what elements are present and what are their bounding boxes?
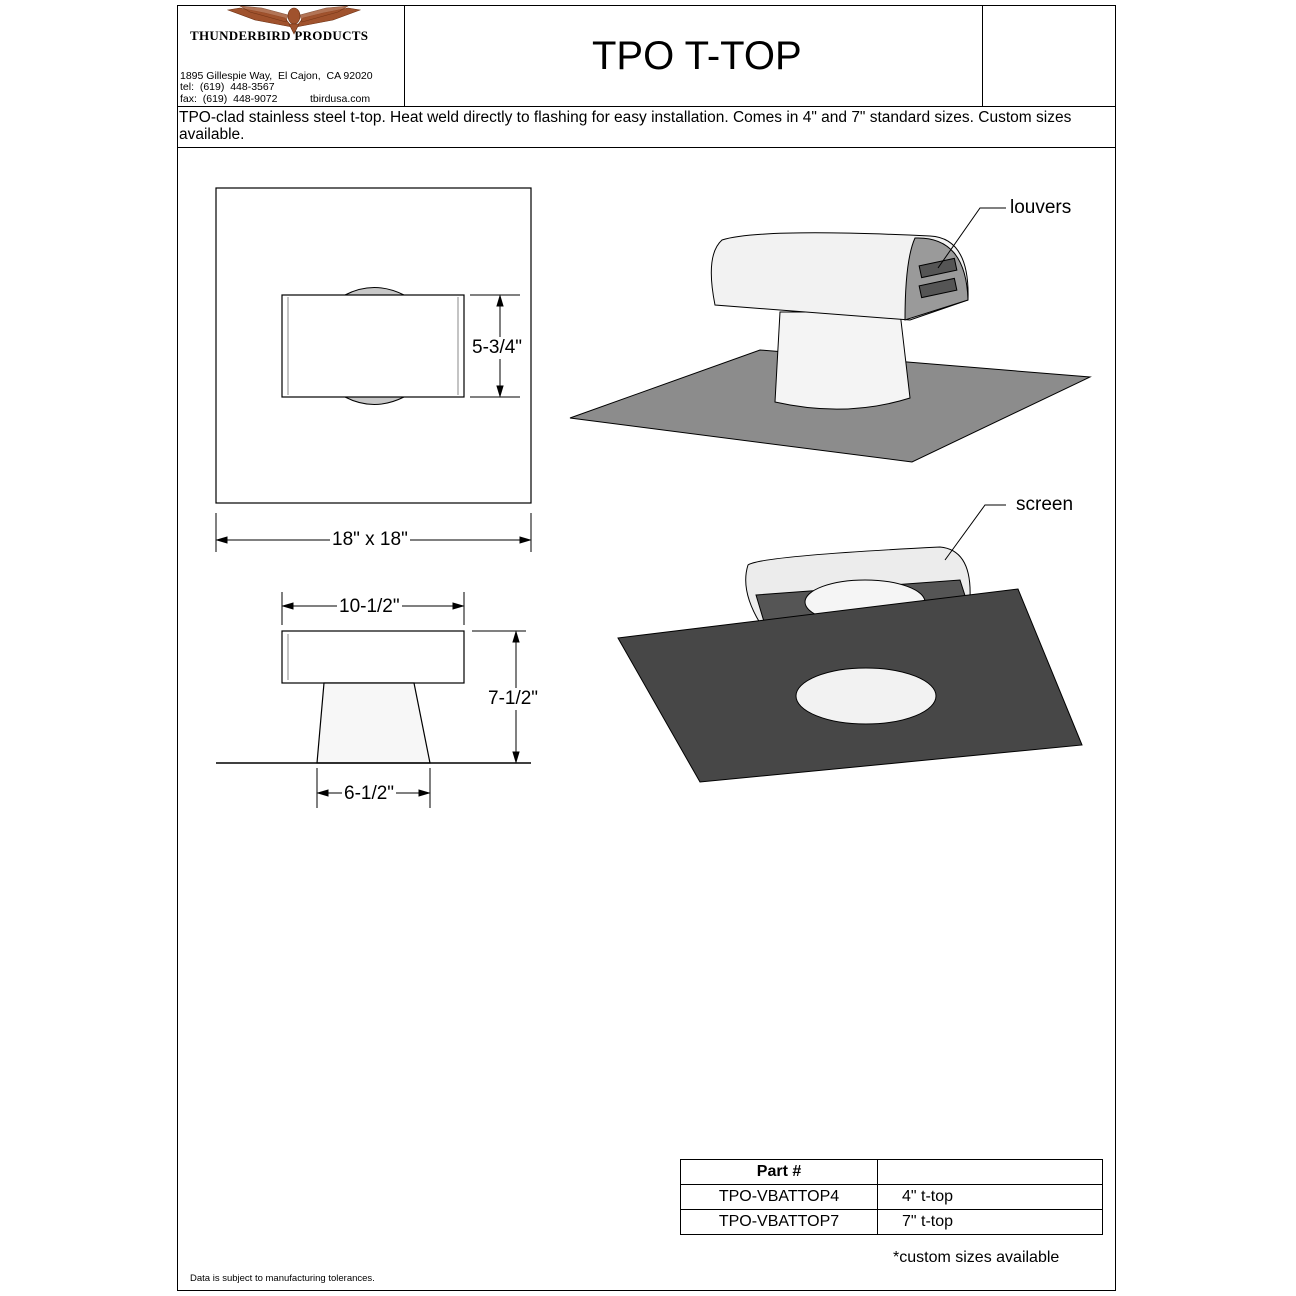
- dimension-length: 10-1/2": [339, 596, 400, 617]
- table-row: [681, 1210, 1103, 1235]
- table-row: [681, 1185, 1103, 1210]
- company-name: THUNDERBIRD PRODUCTS: [190, 28, 369, 43]
- part-number-cell: TPO-VBATTOP4: [681, 1185, 878, 1210]
- underside-view: [618, 505, 1082, 782]
- company-fax: fax: (619) 448-9072: [180, 93, 278, 105]
- custom-sizes-note: *custom sizes available: [893, 1249, 1060, 1266]
- isometric-view: [570, 208, 1090, 462]
- dimension-top-width: 5-3/4": [472, 337, 523, 358]
- company-website[interactable]: tbirdusa.com: [310, 93, 371, 105]
- company-tel: tel: (619) 448-3567: [180, 81, 275, 93]
- part-description-cell: 4" t-top: [878, 1185, 1103, 1210]
- page-title: TPO T-TOP: [592, 34, 802, 78]
- side-view: [216, 592, 531, 808]
- table-header-row: [681, 1160, 1103, 1185]
- part-number-header: Part #: [681, 1160, 878, 1185]
- part-description-cell: 7" t-top: [878, 1210, 1103, 1235]
- description-header: [878, 1160, 1103, 1185]
- top-view: [216, 188, 531, 552]
- company-address: 1895 Gillespie Way, El Cajon, CA 92020: [180, 70, 373, 82]
- dimension-base: 6-1/2": [344, 783, 395, 804]
- dimension-height: 7-1/2": [488, 688, 539, 709]
- dimension-flashing: 18" x 18": [332, 529, 408, 550]
- parts-table: [680, 1159, 1103, 1235]
- part-number-cell: TPO-VBATTOP7: [681, 1210, 878, 1235]
- product-description: TPO-clad stainless steel t-top. Heat weld directly to flashing for easy installation. Comes in 4" and 7" standard sizes. Custom sizes available.: [179, 109, 1072, 143]
- screen-callout: screen: [1016, 494, 1074, 515]
- louvers-callout: louvers: [1010, 197, 1072, 218]
- footer-disclaimer: Data is subject to manufacturing tolerances.: [190, 1273, 375, 1284]
